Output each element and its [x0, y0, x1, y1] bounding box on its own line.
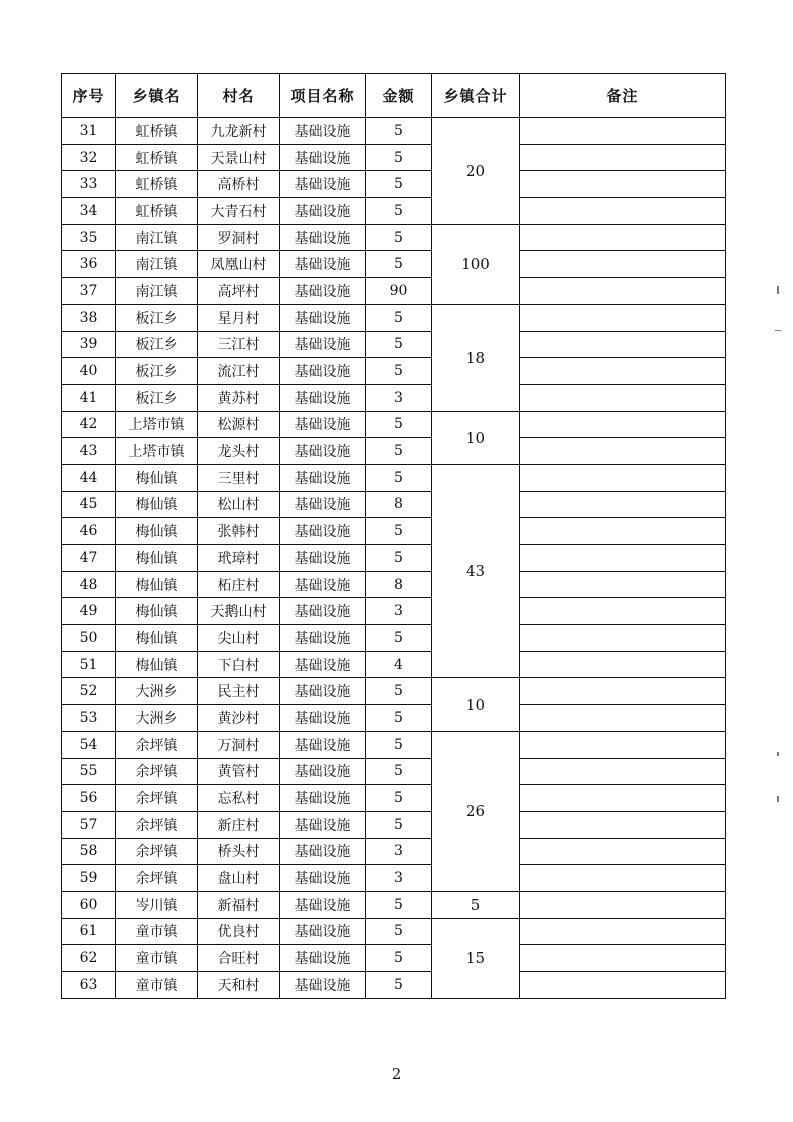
table-row: [62, 304, 726, 331]
row-no-cell: 41: [62, 384, 116, 411]
remarks-cell: [520, 384, 726, 411]
project-cell: 基础设施: [280, 838, 366, 865]
project-cell: 基础设施: [280, 918, 366, 945]
remarks-cell: [520, 731, 726, 758]
table-row: [62, 358, 726, 385]
village-cell: 黄管村: [198, 758, 280, 785]
remarks-cell: [520, 464, 726, 491]
town-cell: 板江乡: [116, 304, 198, 331]
project-cell: 基础设施: [280, 758, 366, 785]
town-total-cell: 18: [432, 304, 520, 411]
town-total-cell: 10: [432, 411, 520, 464]
amount-cell: 5: [366, 945, 432, 972]
project-cell: 基础设施: [280, 545, 366, 572]
header-remarks: 备注: [520, 74, 726, 118]
village-cell: 松山村: [198, 491, 280, 518]
row-no-cell: 34: [62, 198, 116, 225]
remarks-cell: [520, 865, 726, 892]
village-cell: 合旺村: [198, 945, 280, 972]
town-total-cell: 5: [432, 891, 520, 918]
village-cell: 三江村: [198, 331, 280, 358]
project-cell: 基础设施: [280, 598, 366, 625]
town-cell: 梅仙镇: [116, 491, 198, 518]
town-total-cell: 43: [432, 464, 520, 678]
village-cell: 张韩村: [198, 518, 280, 545]
village-cell: 罗洞村: [198, 224, 280, 251]
row-no-cell: 40: [62, 358, 116, 385]
table-row: [62, 972, 726, 999]
project-cell: 基础设施: [280, 891, 366, 918]
table-row: [62, 651, 726, 678]
town-cell: 南江镇: [116, 278, 198, 305]
town-cell: 梅仙镇: [116, 651, 198, 678]
table-row: [62, 118, 726, 145]
table-row: [62, 251, 726, 278]
amount-cell: 5: [366, 705, 432, 732]
amount-cell: 4: [366, 651, 432, 678]
remarks-cell: [520, 811, 726, 838]
town-cell: 南江镇: [116, 251, 198, 278]
village-cell: 松源村: [198, 411, 280, 438]
remarks-cell: [520, 144, 726, 171]
row-no-cell: 42: [62, 411, 116, 438]
project-cell: 基础设施: [280, 384, 366, 411]
table-row: [62, 598, 726, 625]
town-total-cell: 26: [432, 731, 520, 891]
town-cell: 上塔市镇: [116, 438, 198, 465]
project-cell: 基础设施: [280, 464, 366, 491]
amount-cell: 5: [366, 251, 432, 278]
remarks-cell: [520, 304, 726, 331]
town-cell: 岑川镇: [116, 891, 198, 918]
project-cell: 基础设施: [280, 678, 366, 705]
row-no-cell: 37: [62, 278, 116, 305]
village-cell: 新庄村: [198, 811, 280, 838]
remarks-cell: [520, 918, 726, 945]
town-cell: 梅仙镇: [116, 545, 198, 572]
remarks-cell: [520, 518, 726, 545]
row-no-cell: 62: [62, 945, 116, 972]
amount-cell: 8: [366, 571, 432, 598]
row-no-cell: 50: [62, 625, 116, 652]
row-no-cell: 51: [62, 651, 116, 678]
row-no-cell: 35: [62, 224, 116, 251]
amount-cell: 3: [366, 598, 432, 625]
row-no-cell: 33: [62, 171, 116, 198]
town-cell: 梅仙镇: [116, 625, 198, 652]
table-row: [62, 545, 726, 572]
remarks-cell: [520, 945, 726, 972]
town-cell: 南江镇: [116, 224, 198, 251]
row-no-cell: 59: [62, 865, 116, 892]
village-cell: 玳璋村: [198, 545, 280, 572]
amount-cell: 90: [366, 278, 432, 305]
project-cell: 基础设施: [280, 251, 366, 278]
amount-cell: 5: [366, 171, 432, 198]
amount-cell: 5: [366, 518, 432, 545]
amount-cell: 5: [366, 545, 432, 572]
town-cell: 板江乡: [116, 331, 198, 358]
project-cell: 基础设施: [280, 945, 366, 972]
table-row: [62, 331, 726, 358]
town-cell: 余坪镇: [116, 758, 198, 785]
table-row: [62, 144, 726, 171]
town-cell: 童市镇: [116, 945, 198, 972]
remarks-cell: [520, 251, 726, 278]
remarks-cell: [520, 118, 726, 145]
remarks-cell: [520, 545, 726, 572]
project-cell: 基础设施: [280, 518, 366, 545]
town-cell: 虹桥镇: [116, 144, 198, 171]
project-cell: 基础设施: [280, 278, 366, 305]
project-cell: 基础设施: [280, 571, 366, 598]
scan-mark: [775, 330, 781, 331]
village-cell: 盘山村: [198, 865, 280, 892]
town-total-cell: 10: [432, 678, 520, 731]
project-cell: 基础设施: [280, 651, 366, 678]
village-cell: 柘庄村: [198, 571, 280, 598]
table-row: [62, 678, 726, 705]
header-town: 乡镇名: [116, 74, 198, 118]
village-cell: 龙头村: [198, 438, 280, 465]
amount-cell: 5: [366, 304, 432, 331]
village-cell: 流江村: [198, 358, 280, 385]
amount-cell: 5: [366, 891, 432, 918]
town-cell: 大洲乡: [116, 678, 198, 705]
amount-cell: 5: [366, 731, 432, 758]
funding-table: [61, 73, 726, 999]
table-row: [62, 171, 726, 198]
remarks-cell: [520, 785, 726, 812]
amount-cell: 5: [366, 118, 432, 145]
row-no-cell: 46: [62, 518, 116, 545]
remarks-cell: [520, 625, 726, 652]
header-town-total: 乡镇合计: [432, 74, 520, 118]
remarks-cell: [520, 358, 726, 385]
table-row: [62, 491, 726, 518]
project-cell: 基础设施: [280, 865, 366, 892]
village-cell: 黄苏村: [198, 384, 280, 411]
table-row: [62, 758, 726, 785]
table-row: [62, 785, 726, 812]
table-body: [62, 118, 726, 999]
row-no-cell: 48: [62, 571, 116, 598]
remarks-cell: [520, 438, 726, 465]
remarks-cell: [520, 598, 726, 625]
scan-mark: [777, 752, 779, 756]
table-row: [62, 518, 726, 545]
row-no-cell: 31: [62, 118, 116, 145]
village-cell: 优良村: [198, 918, 280, 945]
village-cell: 高桥村: [198, 171, 280, 198]
town-cell: 大洲乡: [116, 705, 198, 732]
village-cell: 万洞村: [198, 731, 280, 758]
village-cell: 尖山村: [198, 625, 280, 652]
table-row: [62, 918, 726, 945]
project-cell: 基础设施: [280, 118, 366, 145]
scan-mark: [777, 796, 779, 802]
project-cell: 基础设施: [280, 304, 366, 331]
table-row: [62, 705, 726, 732]
table-row: [62, 438, 726, 465]
amount-cell: 5: [366, 224, 432, 251]
town-cell: 板江乡: [116, 358, 198, 385]
project-cell: 基础设施: [280, 625, 366, 652]
town-cell: 梅仙镇: [116, 518, 198, 545]
village-cell: 凤凰山村: [198, 251, 280, 278]
project-cell: 基础设施: [280, 198, 366, 225]
remarks-cell: [520, 705, 726, 732]
project-cell: 基础设施: [280, 438, 366, 465]
amount-cell: 5: [366, 785, 432, 812]
village-cell: 天和村: [198, 972, 280, 999]
scan-mark: [777, 286, 779, 294]
table-row: [62, 464, 726, 491]
amount-cell: 5: [366, 464, 432, 491]
town-cell: 上塔市镇: [116, 411, 198, 438]
row-no-cell: 44: [62, 464, 116, 491]
amount-cell: 3: [366, 838, 432, 865]
row-no-cell: 53: [62, 705, 116, 732]
amount-cell: 5: [366, 678, 432, 705]
table-row: [62, 731, 726, 758]
town-cell: 余坪镇: [116, 731, 198, 758]
village-cell: 下白村: [198, 651, 280, 678]
village-cell: 民主村: [198, 678, 280, 705]
table-row: [62, 224, 726, 251]
remarks-cell: [520, 411, 726, 438]
town-cell: 梅仙镇: [116, 464, 198, 491]
town-cell: 虹桥镇: [116, 118, 198, 145]
row-no-cell: 61: [62, 918, 116, 945]
village-cell: 黄沙村: [198, 705, 280, 732]
village-cell: 三里村: [198, 464, 280, 491]
town-cell: 虹桥镇: [116, 198, 198, 225]
town-total-cell: 20: [432, 118, 520, 225]
row-no-cell: 49: [62, 598, 116, 625]
remarks-cell: [520, 838, 726, 865]
header-project: 项目名称: [280, 74, 366, 118]
town-cell: 余坪镇: [116, 865, 198, 892]
remarks-cell: [520, 571, 726, 598]
table-row: [62, 945, 726, 972]
amount-cell: 5: [366, 438, 432, 465]
project-cell: 基础设施: [280, 972, 366, 999]
amount-cell: 3: [366, 865, 432, 892]
row-no-cell: 45: [62, 491, 116, 518]
project-cell: 基础设施: [280, 705, 366, 732]
amount-cell: 5: [366, 358, 432, 385]
project-cell: 基础设施: [280, 411, 366, 438]
project-cell: 基础设施: [280, 358, 366, 385]
amount-cell: 8: [366, 491, 432, 518]
project-cell: 基础设施: [280, 224, 366, 251]
project-cell: 基础设施: [280, 171, 366, 198]
row-no-cell: 47: [62, 545, 116, 572]
remarks-cell: [520, 651, 726, 678]
amount-cell: 5: [366, 144, 432, 171]
town-cell: 童市镇: [116, 918, 198, 945]
village-cell: 高坪村: [198, 278, 280, 305]
amount-cell: 5: [366, 198, 432, 225]
table-row: [62, 198, 726, 225]
project-cell: 基础设施: [280, 811, 366, 838]
table-row: [62, 865, 726, 892]
row-no-cell: 60: [62, 891, 116, 918]
remarks-cell: [520, 278, 726, 305]
town-cell: 梅仙镇: [116, 571, 198, 598]
village-cell: 新福村: [198, 891, 280, 918]
row-no-cell: 57: [62, 811, 116, 838]
table-row: [62, 811, 726, 838]
town-cell: 板江乡: [116, 384, 198, 411]
remarks-cell: [520, 224, 726, 251]
header-village: 村名: [198, 74, 280, 118]
page-number: 2: [391, 1065, 402, 1083]
remarks-cell: [520, 758, 726, 785]
village-cell: 大青石村: [198, 198, 280, 225]
table-row: [62, 571, 726, 598]
row-no-cell: 55: [62, 758, 116, 785]
town-cell: 余坪镇: [116, 838, 198, 865]
town-total-cell: 15: [432, 918, 520, 998]
table-header-row: [62, 74, 726, 118]
town-cell: 梅仙镇: [116, 598, 198, 625]
town-cell: 余坪镇: [116, 811, 198, 838]
town-cell: 童市镇: [116, 972, 198, 999]
remarks-cell: [520, 891, 726, 918]
remarks-cell: [520, 331, 726, 358]
amount-cell: 5: [366, 811, 432, 838]
amount-cell: 5: [366, 918, 432, 945]
amount-cell: 3: [366, 384, 432, 411]
village-cell: 星月村: [198, 304, 280, 331]
project-cell: 基础设施: [280, 144, 366, 171]
remarks-cell: [520, 678, 726, 705]
amount-cell: 5: [366, 331, 432, 358]
village-cell: 九龙新村: [198, 118, 280, 145]
row-no-cell: 32: [62, 144, 116, 171]
row-no-cell: 56: [62, 785, 116, 812]
amount-cell: 5: [366, 758, 432, 785]
amount-cell: 5: [366, 625, 432, 652]
row-no-cell: 54: [62, 731, 116, 758]
row-no-cell: 43: [62, 438, 116, 465]
project-cell: 基础设施: [280, 331, 366, 358]
table-row: [62, 384, 726, 411]
row-no-cell: 39: [62, 331, 116, 358]
town-cell: 余坪镇: [116, 785, 198, 812]
header-amount: 金额: [366, 74, 432, 118]
amount-cell: 5: [366, 972, 432, 999]
table-row: [62, 278, 726, 305]
project-cell: 基础设施: [280, 785, 366, 812]
table-row: [62, 838, 726, 865]
town-total-cell: 100: [432, 224, 520, 304]
project-cell: 基础设施: [280, 491, 366, 518]
village-cell: 忘私村: [198, 785, 280, 812]
remarks-cell: [520, 171, 726, 198]
village-cell: 天景山村: [198, 144, 280, 171]
row-no-cell: 52: [62, 678, 116, 705]
village-cell: 天鹅山村: [198, 598, 280, 625]
header-no: 序号: [62, 74, 116, 118]
row-no-cell: 63: [62, 972, 116, 999]
table-row: [62, 891, 726, 918]
amount-cell: 5: [366, 411, 432, 438]
table-row: [62, 411, 726, 438]
town-cell: 虹桥镇: [116, 171, 198, 198]
remarks-cell: [520, 972, 726, 999]
remarks-cell: [520, 198, 726, 225]
row-no-cell: 38: [62, 304, 116, 331]
village-cell: 桥头村: [198, 838, 280, 865]
project-cell: 基础设施: [280, 731, 366, 758]
remarks-cell: [520, 491, 726, 518]
row-no-cell: 36: [62, 251, 116, 278]
row-no-cell: 58: [62, 838, 116, 865]
table-row: [62, 625, 726, 652]
